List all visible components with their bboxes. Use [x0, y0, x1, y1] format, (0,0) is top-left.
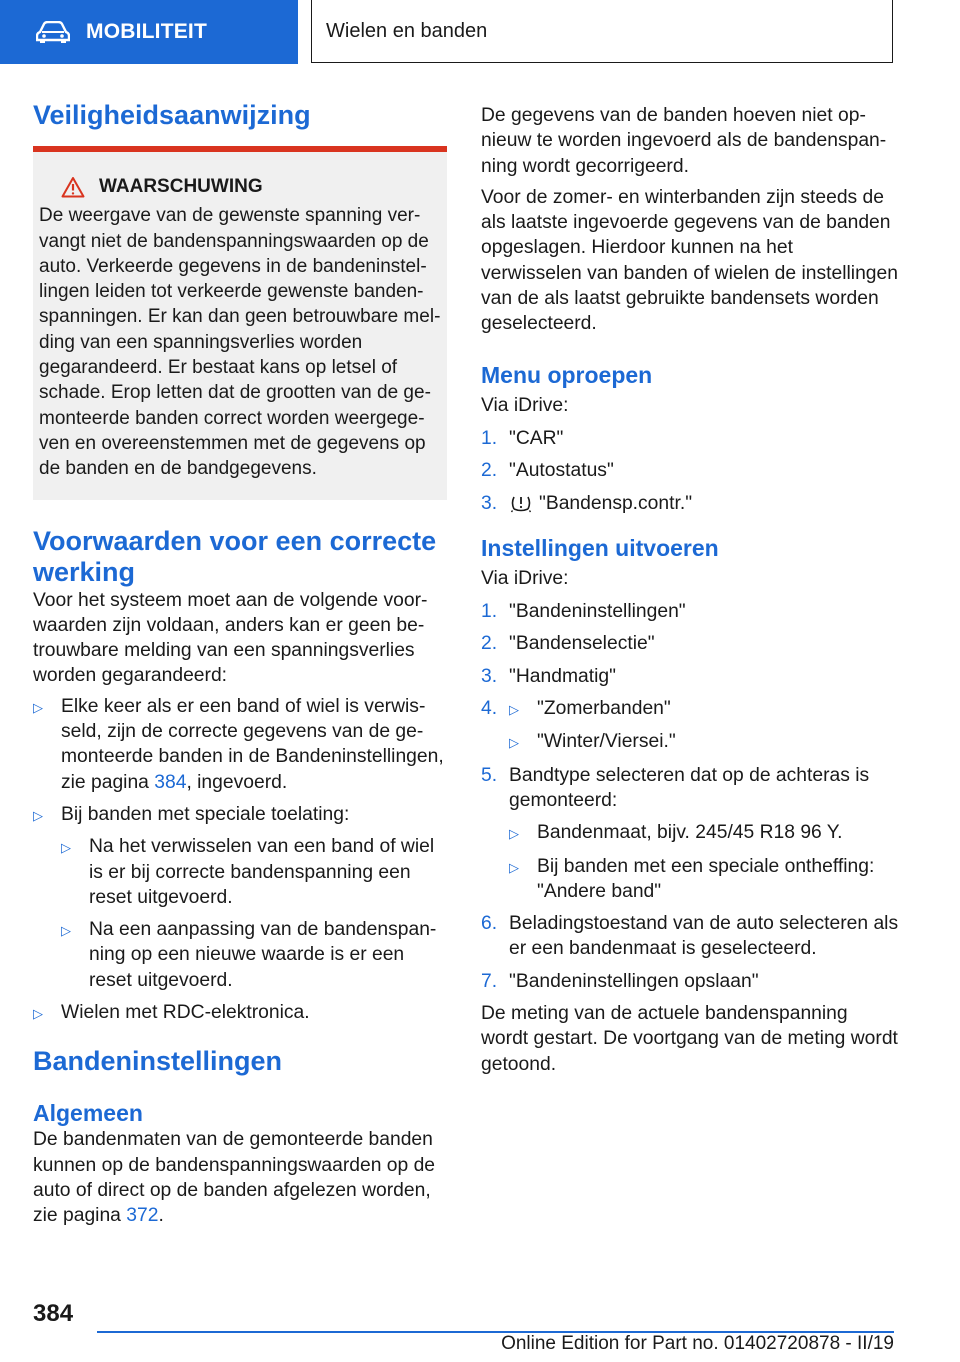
list-item	[481, 763, 899, 904]
step-text: Bandenmaat, bijv. 245/45 R18 96 Y.	[537, 822, 843, 844]
step-number: 1.	[481, 427, 498, 449]
menu-via: Via iDrive:	[481, 394, 569, 416]
bullet-triangle-icon: ▷	[509, 735, 519, 751]
right-column	[481, 103, 899, 1077]
warning-box	[33, 146, 447, 500]
list-item	[33, 694, 447, 795]
car-icon	[36, 21, 70, 43]
list-item	[509, 820, 899, 846]
paragraph: De gegevens van de banden hoeven niet opnieuw te worden ingevoerd als de bandenspanning wordt gecorrigeerd.	[481, 105, 887, 177]
page-link[interactable]: 384	[154, 771, 187, 793]
cond2a-text: Na het verwisselen van een band of wiel is er bij correcte bandenspanning een reset uitgevoerd.	[89, 836, 435, 908]
list-item	[481, 969, 899, 994]
menu-heading: Menu oproepen	[481, 361, 653, 388]
sub-list	[509, 696, 676, 756]
left-column	[33, 100, 447, 1229]
conditions-list	[33, 694, 447, 1027]
list-item	[481, 599, 899, 624]
step-text: "Autostatus"	[509, 460, 614, 482]
step-text: Beladingstoestand van de auto selecteren als er een bandenmaat is geselecteerd.	[509, 913, 899, 960]
list-item	[481, 426, 899, 451]
sub-list	[509, 820, 899, 904]
list-item	[33, 802, 447, 993]
bullet-triangle-icon: ▷	[33, 699, 43, 715]
bullet-triangle-icon: ▷	[509, 702, 519, 718]
step-number: 5.	[481, 764, 498, 786]
bullet-triangle-icon: ▷	[509, 826, 519, 842]
sub-list	[61, 834, 447, 993]
page-link[interactable]: 372	[126, 1205, 159, 1227]
conditions-intro: Voor het systeem moet aan de volgende voorwaarden zijn voldaan, anders kan er geen betrouwbare melding van een spanningsverlies worden gegarandeerd:	[33, 589, 428, 687]
warning-header	[39, 174, 441, 199]
step-text: Bandtype selecteren dat op de achteras is gemonteerd:	[509, 764, 870, 811]
step-body	[509, 696, 676, 756]
bullet-triangle-icon: ▷	[509, 859, 519, 875]
step-number: 2.	[481, 633, 498, 655]
step-number: 4.	[481, 698, 498, 720]
exec-heading: Instellingen uitvoeren	[481, 534, 719, 561]
settings-heading: Bandeninstellingen	[33, 1046, 283, 1077]
list-item	[481, 664, 899, 689]
tire-pressure-icon	[509, 493, 533, 513]
list-item	[481, 696, 899, 756]
warning-text: De weergave van de gewenste spanning vervangt niet de bandenspanningswaarden op de auto. Verkeerde gegevens in de bandeninstellingen leiden tot verkeerde gewenste bandenspanningen. Er kan dan geen betrouwbare melding van een spanningsverlies worden gegarandeerd. Er bestaat kans op letsel of schade. Erop letten dat de grootten van de gemonteerde banden correct worden weergegeven en overeenstemmen met de gegevens op de banden en de bandgegevens.	[39, 205, 441, 480]
warning-triangle-icon	[61, 176, 85, 198]
list-item	[61, 917, 447, 993]
menu-steps	[481, 426, 899, 516]
final-paragraph: De meting van de actuele bandenspanning wordt gestart. De voortgang van de meting wordt getoond.	[481, 1003, 898, 1075]
step-number: 3.	[481, 492, 498, 514]
list-item-text	[61, 802, 447, 993]
cond1-text: Elke keer als er een band of wiel is verwisseld, zijn de correcte gegevens van de gemonteerde banden in de Bandeninstellingen, zie pagina	[61, 695, 444, 793]
paragraph: Voor de zomer- en winterbanden zijn steeds de als laatste ingevoerde gegevens van de banden opgeslagen. Hierdoor kunnen na het verwisselen van banden of wielen de instellingen van de als laatst gebruikte bandensets worden geselecteerd.	[481, 186, 898, 335]
exec-steps	[481, 599, 899, 994]
safety-heading: Veiligheidsaanwijzing	[33, 100, 311, 130]
step-text: "Bandeninstellingen opslaan"	[509, 970, 759, 992]
step-number: 6.	[481, 913, 498, 935]
list-item	[481, 491, 899, 516]
step-text: "Winter/Viersei."	[537, 731, 676, 753]
list-item	[61, 834, 447, 910]
bullet-triangle-icon: ▷	[61, 923, 71, 939]
cond2b-text: Na een aanpassing van de bandenspanning op een nieuwe waarde is er een reset uitgevoerd.	[89, 919, 437, 991]
page-number: 384	[33, 1300, 74, 1327]
step-number: 2.	[481, 460, 498, 482]
exec-via: Via iDrive:	[481, 567, 569, 589]
chapter-title: Wielen en banden	[326, 19, 488, 42]
step-text: Bij banden met een speciale ontheffing: "Andere band"	[537, 855, 875, 902]
list-item	[481, 911, 899, 962]
step-number: 3.	[481, 665, 498, 687]
edition-text: Online Edition for Part no. 01402720878 - II/19	[501, 1333, 894, 1354]
step-text: "Bandeninstellingen"	[509, 601, 686, 623]
step-text	[509, 491, 692, 516]
bullet-triangle-icon: ▷	[33, 1006, 43, 1022]
step-text: "Bandenselectie"	[509, 633, 655, 655]
list-item	[481, 631, 899, 656]
cond1-tail: , ingevoerd.	[186, 771, 288, 793]
section-label: MOBILITEIT	[86, 20, 207, 43]
list-item	[33, 1000, 447, 1026]
header-section-tab[interactable]	[0, 0, 298, 64]
step-body	[509, 763, 899, 904]
conditions-heading: Voorwaarden voor een correcte werking	[33, 525, 437, 587]
bullet-triangle-icon: ▷	[61, 840, 71, 856]
cond2-text: Bij banden met speciale toelating:	[61, 803, 350, 825]
step-label: "Bandensp.contr."	[539, 492, 693, 514]
general-heading: Algemeen	[33, 1100, 143, 1127]
list-item	[509, 854, 899, 905]
general-text	[33, 1127, 447, 1228]
general-text-body: De bandenmaten van de gemonteerde banden kunnen op de bandenspanningswaarden op de auto of direct op de banden afgelezen worden, zie pagina	[33, 1129, 436, 1227]
warning-label: WAARSCHUWING	[99, 176, 263, 197]
chapter-header	[311, 0, 893, 63]
step-text: "Zomerbanden"	[537, 698, 671, 720]
step-text: "CAR"	[509, 427, 564, 449]
step-number: 1.	[481, 601, 498, 623]
list-item	[509, 729, 676, 755]
step-number: 7.	[481, 970, 498, 992]
step-text: "Handmatig"	[509, 665, 616, 687]
general-text-tail: .	[158, 1205, 164, 1227]
list-item	[481, 458, 899, 483]
cond3-text: Wielen met RDC-elektronica.	[61, 1002, 310, 1024]
bullet-triangle-icon: ▷	[33, 807, 43, 823]
list-item-text	[61, 694, 447, 795]
list-item	[509, 696, 676, 722]
